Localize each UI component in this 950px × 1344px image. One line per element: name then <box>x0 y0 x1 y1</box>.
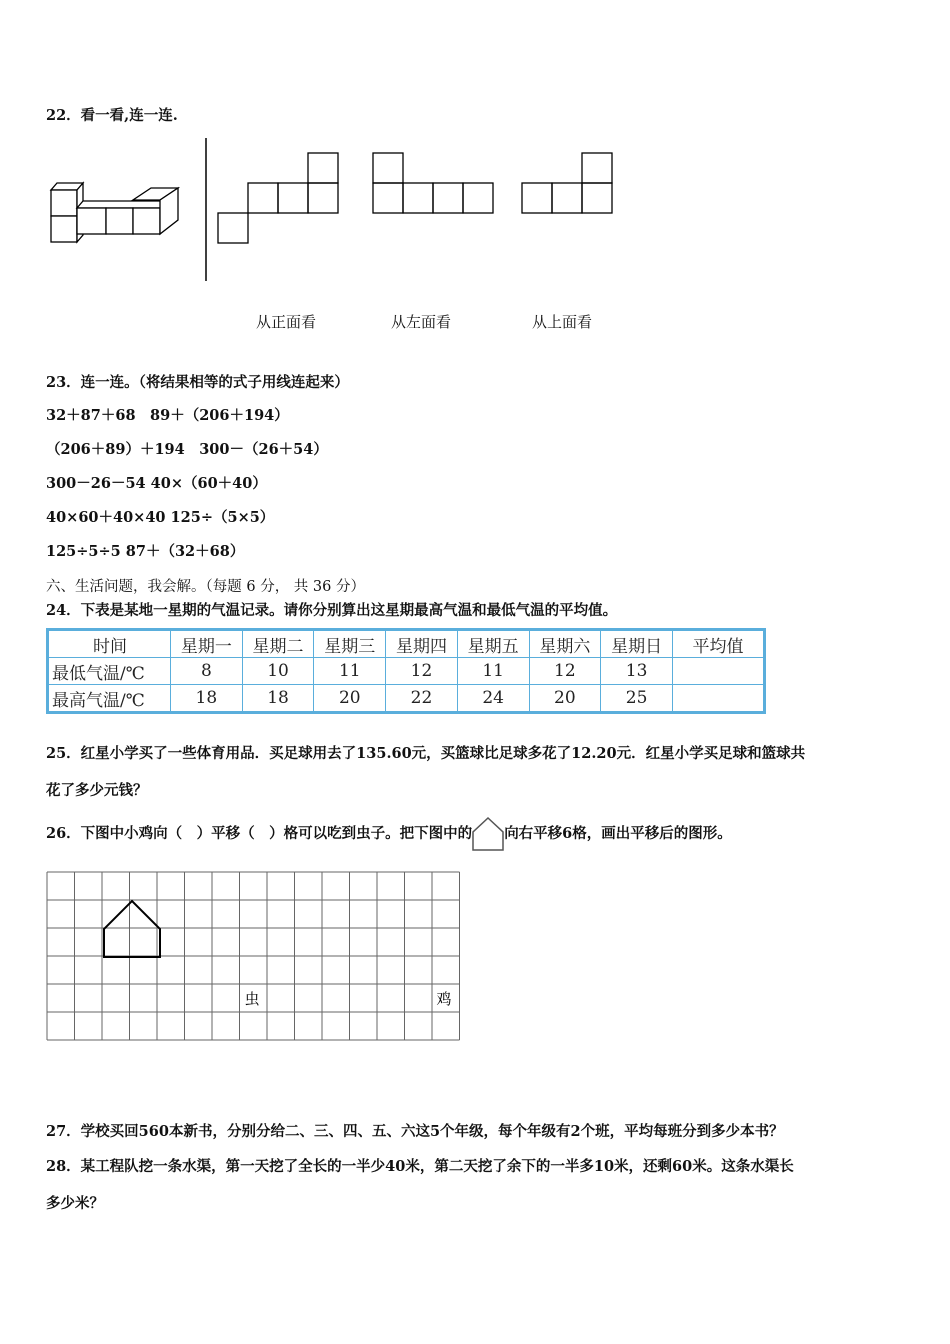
q23-line: 300－26－54 40×（60＋40） <box>46 475 267 492</box>
q24-title: 24．下表是某地一星期的气温记录。请你分别算出这星期最高气温和最低气温的平均值。 <box>46 602 618 619</box>
table-cell: 20 <box>529 685 601 713</box>
table-cell: 18 <box>242 685 314 713</box>
average-cell[interactable] <box>673 685 765 713</box>
table-header-row <box>48 630 765 658</box>
q22-title: 22．看一看,连一连. <box>46 107 178 124</box>
table-cell: 13 <box>601 658 673 685</box>
q23-line: 40×60＋40×40 125÷（5×5） <box>46 509 275 526</box>
table-cell: 18 <box>171 685 243 713</box>
translation-grid[interactable] <box>46 871 462 1043</box>
table-cell: 22 <box>386 685 458 713</box>
q23-line: （206＋89）＋194 300－（26＋54） <box>46 441 328 458</box>
q23-title: 23．连一连。（将结果相等的式子用线连起来） <box>46 374 349 391</box>
table-cell: 12 <box>529 658 601 685</box>
table-row <box>48 685 765 713</box>
header-cell: 星期五 <box>457 630 529 658</box>
row-label: 最高气温/℃ <box>48 685 171 713</box>
section-six-heading: 六、生活问题，我会解。（每题 6 分， 共 36 分） <box>46 579 365 595</box>
q25-line1: 25．红星小学买了一些体育用品．买足球用去了135.60元，买篮球比足球多花了12.20元．红星小学买足球和篮球共 <box>46 745 806 762</box>
q26-text <box>46 816 732 852</box>
q25-line2: 花了多少元钱？ <box>46 782 148 799</box>
divider-line <box>204 138 208 283</box>
q28-line2: 多少米？ <box>46 1195 104 1212</box>
header-cell: 星期六 <box>529 630 601 658</box>
q27-text: 27．学校买回560本新书，分别分给二、三、四、五、六这5个年级，每个年级有2个班，平均每班分到多少本书？ <box>46 1123 784 1140</box>
view-figure-left <box>372 150 497 215</box>
header-cell: 时间 <box>48 630 171 658</box>
view-figure-top <box>521 150 616 215</box>
house-shape <box>104 901 160 957</box>
q23-line: 125÷5÷5 87＋（32＋68） <box>46 543 245 560</box>
q26-part2: 向右平移6格，画出平移后的图形。 <box>504 825 732 842</box>
table-cell: 11 <box>314 658 386 685</box>
table-cell: 10 <box>242 658 314 685</box>
q26-part1: 26．下图中小鸡向（ ）平移（ ）格可以吃到虫子。把下图中的 <box>46 825 473 842</box>
house-shape-icon <box>472 816 504 852</box>
q28-line1: 28．某工程队挖一条水渠，第一天挖了全长的一半少40米，第二天挖了余下的一半多10米，还剩60米。这条水渠长 <box>46 1158 794 1175</box>
header-cell: 星期二 <box>242 630 314 658</box>
view-label-top: 从上面看 <box>532 313 593 331</box>
table-cell: 25 <box>601 685 673 713</box>
row-label: 最低气温/℃ <box>48 658 171 685</box>
average-cell[interactable] <box>673 658 765 685</box>
table-row <box>48 658 765 685</box>
header-cell: 星期三 <box>314 630 386 658</box>
view-label-left: 从左面看 <box>391 313 452 331</box>
table-cell: 20 <box>314 685 386 713</box>
chick-icon: 鸡 <box>436 990 452 1008</box>
header-cell: 平均值 <box>673 630 765 658</box>
header-cell: 星期日 <box>601 630 673 658</box>
table-cell: 24 <box>457 685 529 713</box>
view-label-front: 从正面看 <box>256 313 317 331</box>
table-cell: 11 <box>457 658 529 685</box>
table-cell: 12 <box>386 658 458 685</box>
worm-icon: 虫 <box>244 990 260 1008</box>
header-cell: 星期一 <box>171 630 243 658</box>
table-cell: 8 <box>171 658 243 685</box>
q23-line: 32＋87＋68 89＋（206＋194） <box>46 407 289 424</box>
header-cell: 星期四 <box>386 630 458 658</box>
temperature-table <box>46 628 766 714</box>
view-figure-front <box>217 150 342 245</box>
cube-solid-figure <box>50 180 190 250</box>
